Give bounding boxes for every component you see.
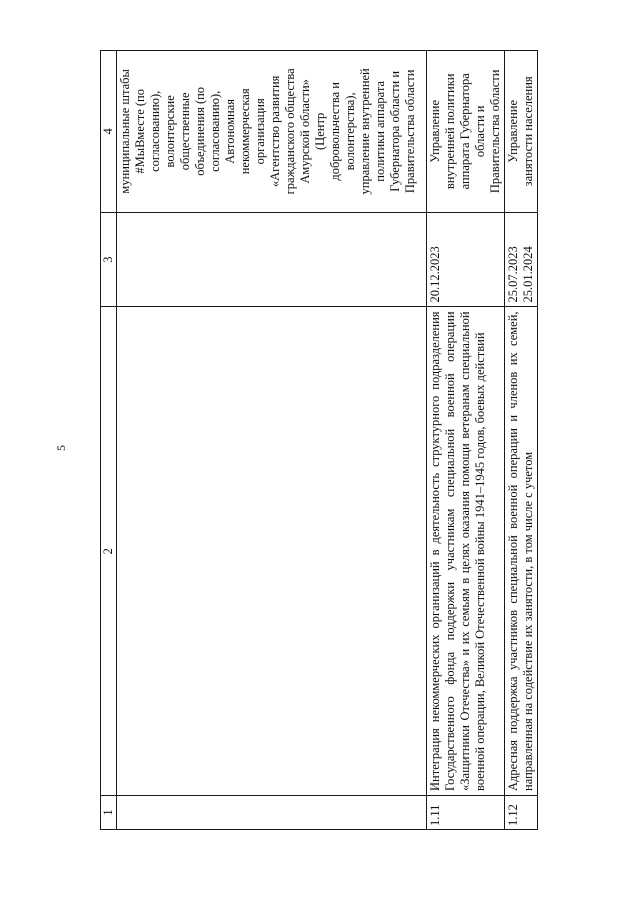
executor-line: Управление xyxy=(506,99,520,163)
executor-line: Управление xyxy=(428,99,442,163)
continuation-row xyxy=(117,51,427,830)
executor-line: области и xyxy=(473,105,487,158)
rotated-table-container xyxy=(100,50,540,830)
row-date: 20.12.2023 xyxy=(428,246,442,303)
row-date: 25.01.2024 xyxy=(521,246,535,303)
row-executor xyxy=(505,51,538,213)
executor-line: (Центр xyxy=(313,112,327,150)
executor-line: муниципальные штабы xyxy=(118,69,132,194)
executor-line: занятости населения xyxy=(521,76,535,187)
executor-line: организация xyxy=(253,98,267,165)
row-executor xyxy=(427,51,505,213)
header-cell-4: 4 xyxy=(101,51,117,213)
table-row xyxy=(505,51,538,830)
executor-line: #МыВместе (по xyxy=(133,89,147,174)
executor-line: согласованию), xyxy=(148,90,162,172)
executor-line: политики аппарата xyxy=(373,80,387,182)
plan-table xyxy=(100,50,538,830)
executor-line: волонтерства), xyxy=(343,92,357,171)
continuation-number-cell xyxy=(117,795,427,829)
executor-line: волонтерские xyxy=(163,95,177,168)
continuation-description-cell xyxy=(117,307,427,796)
table-row xyxy=(427,51,505,830)
header-cell-2: 2 xyxy=(101,307,117,796)
executor-line: Правительства области xyxy=(403,69,417,194)
executor-line: Амурской области» xyxy=(298,79,312,184)
executor-line: согласованию), xyxy=(208,90,222,172)
executor-line: объединения (по xyxy=(193,86,207,176)
executor-line: аппарата Губернатора xyxy=(458,73,472,190)
row-dates xyxy=(427,212,505,307)
page-number: 5 xyxy=(54,445,68,451)
continuation-date-cell xyxy=(117,212,427,307)
executor-line: общественные xyxy=(178,92,192,171)
header-cell-1: 1 xyxy=(101,795,117,829)
header-row xyxy=(101,51,117,830)
row-dates xyxy=(505,212,538,307)
executor-line: Губернатора области и xyxy=(388,70,402,192)
executor-line: некоммерческая xyxy=(238,88,252,175)
executor-line: гражданского общества xyxy=(283,68,297,195)
row-number: 1.12 xyxy=(505,795,538,829)
executor-line: Автономная xyxy=(223,98,237,164)
row-date: 25.07.2023 xyxy=(506,246,520,303)
executor-line: добровольчества и xyxy=(328,82,342,181)
executor-line: внутренней политики xyxy=(443,73,457,190)
executor-line: Правительства области xyxy=(488,69,502,194)
row-number: 1.11 xyxy=(427,795,505,829)
row-description: Интеграция некоммерческих организаций в деятельность структурного подразделения Государственного фонда поддержки участникам специальной военной операции «Защитники Отечества» и их семьям в целях оказания помощи ветеранам специальной военной операции, Великой Отечественной войны 1941–1945 годов, боевых действий xyxy=(427,307,505,796)
row-description: Адресная поддержка участников специальной военной операции и членов их семей, направленная на содействие их занятости, в том числе с учетом xyxy=(505,307,538,796)
continuation-executor-cell xyxy=(117,51,427,213)
executor-line: «Агентство развития xyxy=(268,75,282,188)
header-cell-3: 3 xyxy=(101,212,117,307)
executor-line: управление внутренней xyxy=(358,68,372,195)
